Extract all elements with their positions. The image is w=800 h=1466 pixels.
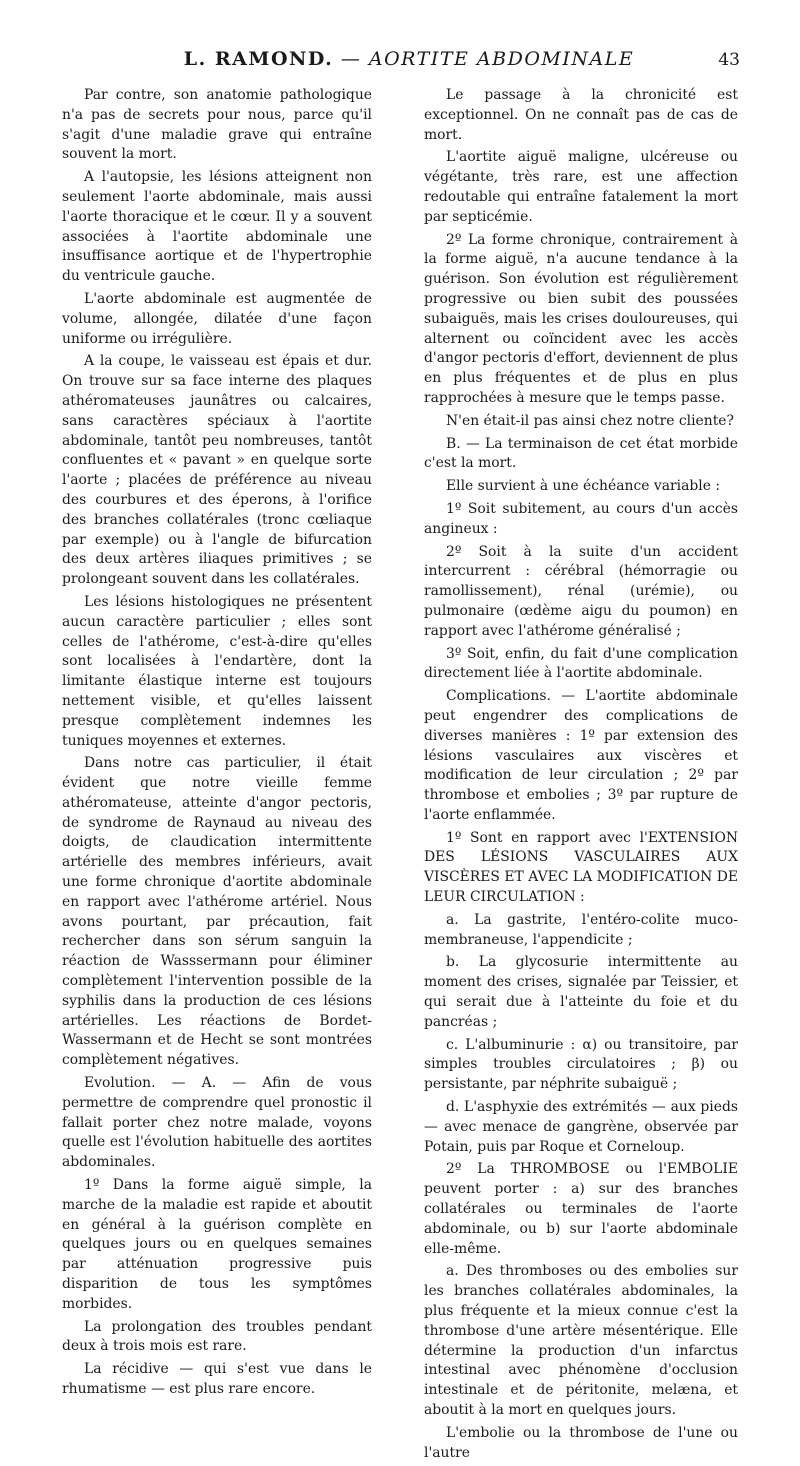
right-column — [424, 86, 738, 1466]
header-title: AORTITE ABDOMINALE — [368, 48, 635, 70]
paragraph: Le passage à la chronicité est exceptionnel. On ne connaît pas de cas de mort. — [424, 87, 738, 143]
header-author: L. RAMOND. — [183, 48, 334, 70]
paragraph: 3º Soit, enfin, du fait d'une complication directement liée à l'aortite abdominale. — [424, 645, 738, 682]
section-complications: Complications. — L'aortite abdominale peut engendrer des complications de diverses manières : 1º par extension des lésions vasculaires aux viscères et modification de leur circulation ; 2º par thrombose et embolies ; 3º par rupture de l'aorte enflammée. — [424, 688, 738, 823]
paragraph: 2º La forme chronique, contrairement à la forme aiguë, n'a aucune tendance à la guérison. Son évolution est régulièrement progressive ou bien subit des poussées subaiguës, mais les crises douloureuses, qui alternent ou coïncident avec les accès d'angor pectoris d'effort, deviennent de plus en plus fréquentes et de plus en plus rapprochées à mesure que le temps passe. — [424, 231, 738, 406]
paragraph: a. Des thromboses ou des embolies sur les branches collatérales abdominales, la plus fréquente et la mieux connue c'est la thrombose d'une artère mésentérique. Elle détermine la production d'un infarctus intestinal avec phénomène d'occlusion intestinale et de péritonite, melæna, et aboutit à la mort en quelques jours. — [424, 1263, 738, 1418]
paragraph: Les lésions histologiques ne présentent aucun caractère particulier ; elles sont celles de l'athérome, c'est-à-dire qu'elles sont localisées à l'endartère, dont la limitante élastique interne est toujours nettement visible, et qu'elles laissent presque complètement indemnes les tuniques moyennes et externes. — [62, 593, 372, 749]
paragraph: 1º Sont en rapport avec l'EXTENSION DES LÉSIONS VASCULAIRES AUX VISCÈRES ET AVEC LA MODIFICATION DE LEUR CIRCULATION : — [424, 829, 738, 906]
paragraph: c. L'albuminurie : α) ou transitoire, par simples troubles circulatoires ; β) ou persistante, par néphrite subaiguë ; — [424, 1036, 738, 1093]
paragraph: 2º Soit à la suite d'un accident intercurrent : cérébral (hémorragie ou ramollissement), rénal (urémie), ou pulmonaire (œdème aigu du poumon) en rapport avec l'athérome généralisé ; — [424, 543, 738, 639]
paragraph: d. L'asphyxie des extrémités — aux pieds — avec menace de gangrène, observée par Potain, puis par Roque et Corneloup. — [424, 1099, 738, 1155]
paragraph: Dans notre cas particulier, il était évident que notre vieille femme athéromateuse, atteinte d'angor pectoris, de syndrome de Raynaud au niveau des doigts, de claudication intermittente artérielle des membres inférieurs, avait une forme chronique d'aortite abdominale en rapport avec l'athérome artériel. Nous avons pourtant, par précaution, fait rechercher dans son sérum sanguin la réaction de Wasssermann pour éliminer complètement l'intervention possible de la syphilis dans la production de ces lésions artérielles. Les réactions de Bordet-Wassermann et de Hecht se sont montrées complètement négatives. — [62, 755, 372, 1069]
paragraph: 1º Soit subitement, au cours d'un accès angineux : — [424, 500, 738, 537]
paragraph: La prolongation des troubles pendant deux à trois mois est rare. — [62, 1318, 372, 1355]
paragraph: a. La gastrite, l'entéro-colite muco-membraneuse, l'appendicite ; — [424, 911, 738, 948]
paragraph: L'embolie ou la thrombose de l'une ou l'autre — [424, 1424, 738, 1461]
paragraph: b. La glycosurie intermittente au moment des crises, signalée par Teissier, et qui serait due à l'atteinte du foie et du pancréas ; — [424, 954, 738, 1030]
paragraph: 1º Dans la forme aiguë simple, la marche de la maladie est rapide et aboutit en général à la guérison complète en quelques jours ou en quelques semaines par atténuation progressive puis disparition de tous les symptômes morbides. — [62, 1177, 372, 1312]
paragraph: Par contre, son anatomie pathologique n'a pas de secrets pour nous, parce qu'il s'agit d'une maladie grave qui entraîne souvent la mort. — [62, 87, 372, 163]
paragraph: Elle survient à une échéance variable : — [446, 478, 721, 495]
header-separator: — — [333, 48, 369, 70]
running-header — [78, 46, 740, 76]
paragraph: N'en était-il pas ainsi chez notre cliente? — [446, 412, 734, 429]
paragraph: A la coupe, le vaisseau est épais et dur. On trouve sur sa face interne des plaques athéromateuses jaunâtres ou calcaires, sans caractères spéciaux à l'aortite abdominale, tantôt peu nombreuses, tantôt confluentes et « pavant » en quelque sorte l'aorte ; placées de préférence au niveau des courbures et des éperons, à l'orifice des branches collatérales (tronc cœliaque par exemple) ou à l'angle de bifurcation des deux artères iliaques primitives ; se prolongeant souvent dans les collatérales. — [62, 353, 372, 588]
running-title — [78, 48, 740, 70]
paragraph: 2º La THROMBOSE ou l'EMBOLIE peuvent porter : a) sur des branches collatérales ou terminales de l'aorte abdominale, ou b) sur l'aorte abdominale elle-même. — [424, 1161, 738, 1257]
section-evolution: Evolution. — A. — Afin de vous permettre de comprendre quel pronostic il fallait porter chez notre malade, voyons quelle est l'évolution habituelle des aortites abdominales. — [62, 1075, 372, 1171]
paragraph: L'aorte abdominale est augmentée de volume, allongée, dilatée d'une façon uniforme ou irrégulière. — [62, 290, 372, 347]
paragraph: B. — La terminaison de cet état morbide c'est la mort. — [424, 435, 738, 472]
paragraph: A l'autopsie, les lésions atteignent non seulement l'aorte abdominale, mais aussi l'aorte thoracique et le cœur. Il y a souvent associées à l'aortite abdominale une insuffisance aortique et de l'hypertrophie du ventricule gauche. — [62, 169, 372, 285]
page-number: 43 — [718, 50, 740, 70]
left-column — [62, 86, 372, 1403]
paragraph: L'aortite aiguë maligne, ulcéreuse ou végétante, très rare, est une affection redoutable qui entraîne fatalement la mort par septicémie. — [424, 149, 738, 225]
paragraph: La récidive — qui s'est vue dans le rhumatisme — est plus rare encore. — [62, 1361, 372, 1397]
